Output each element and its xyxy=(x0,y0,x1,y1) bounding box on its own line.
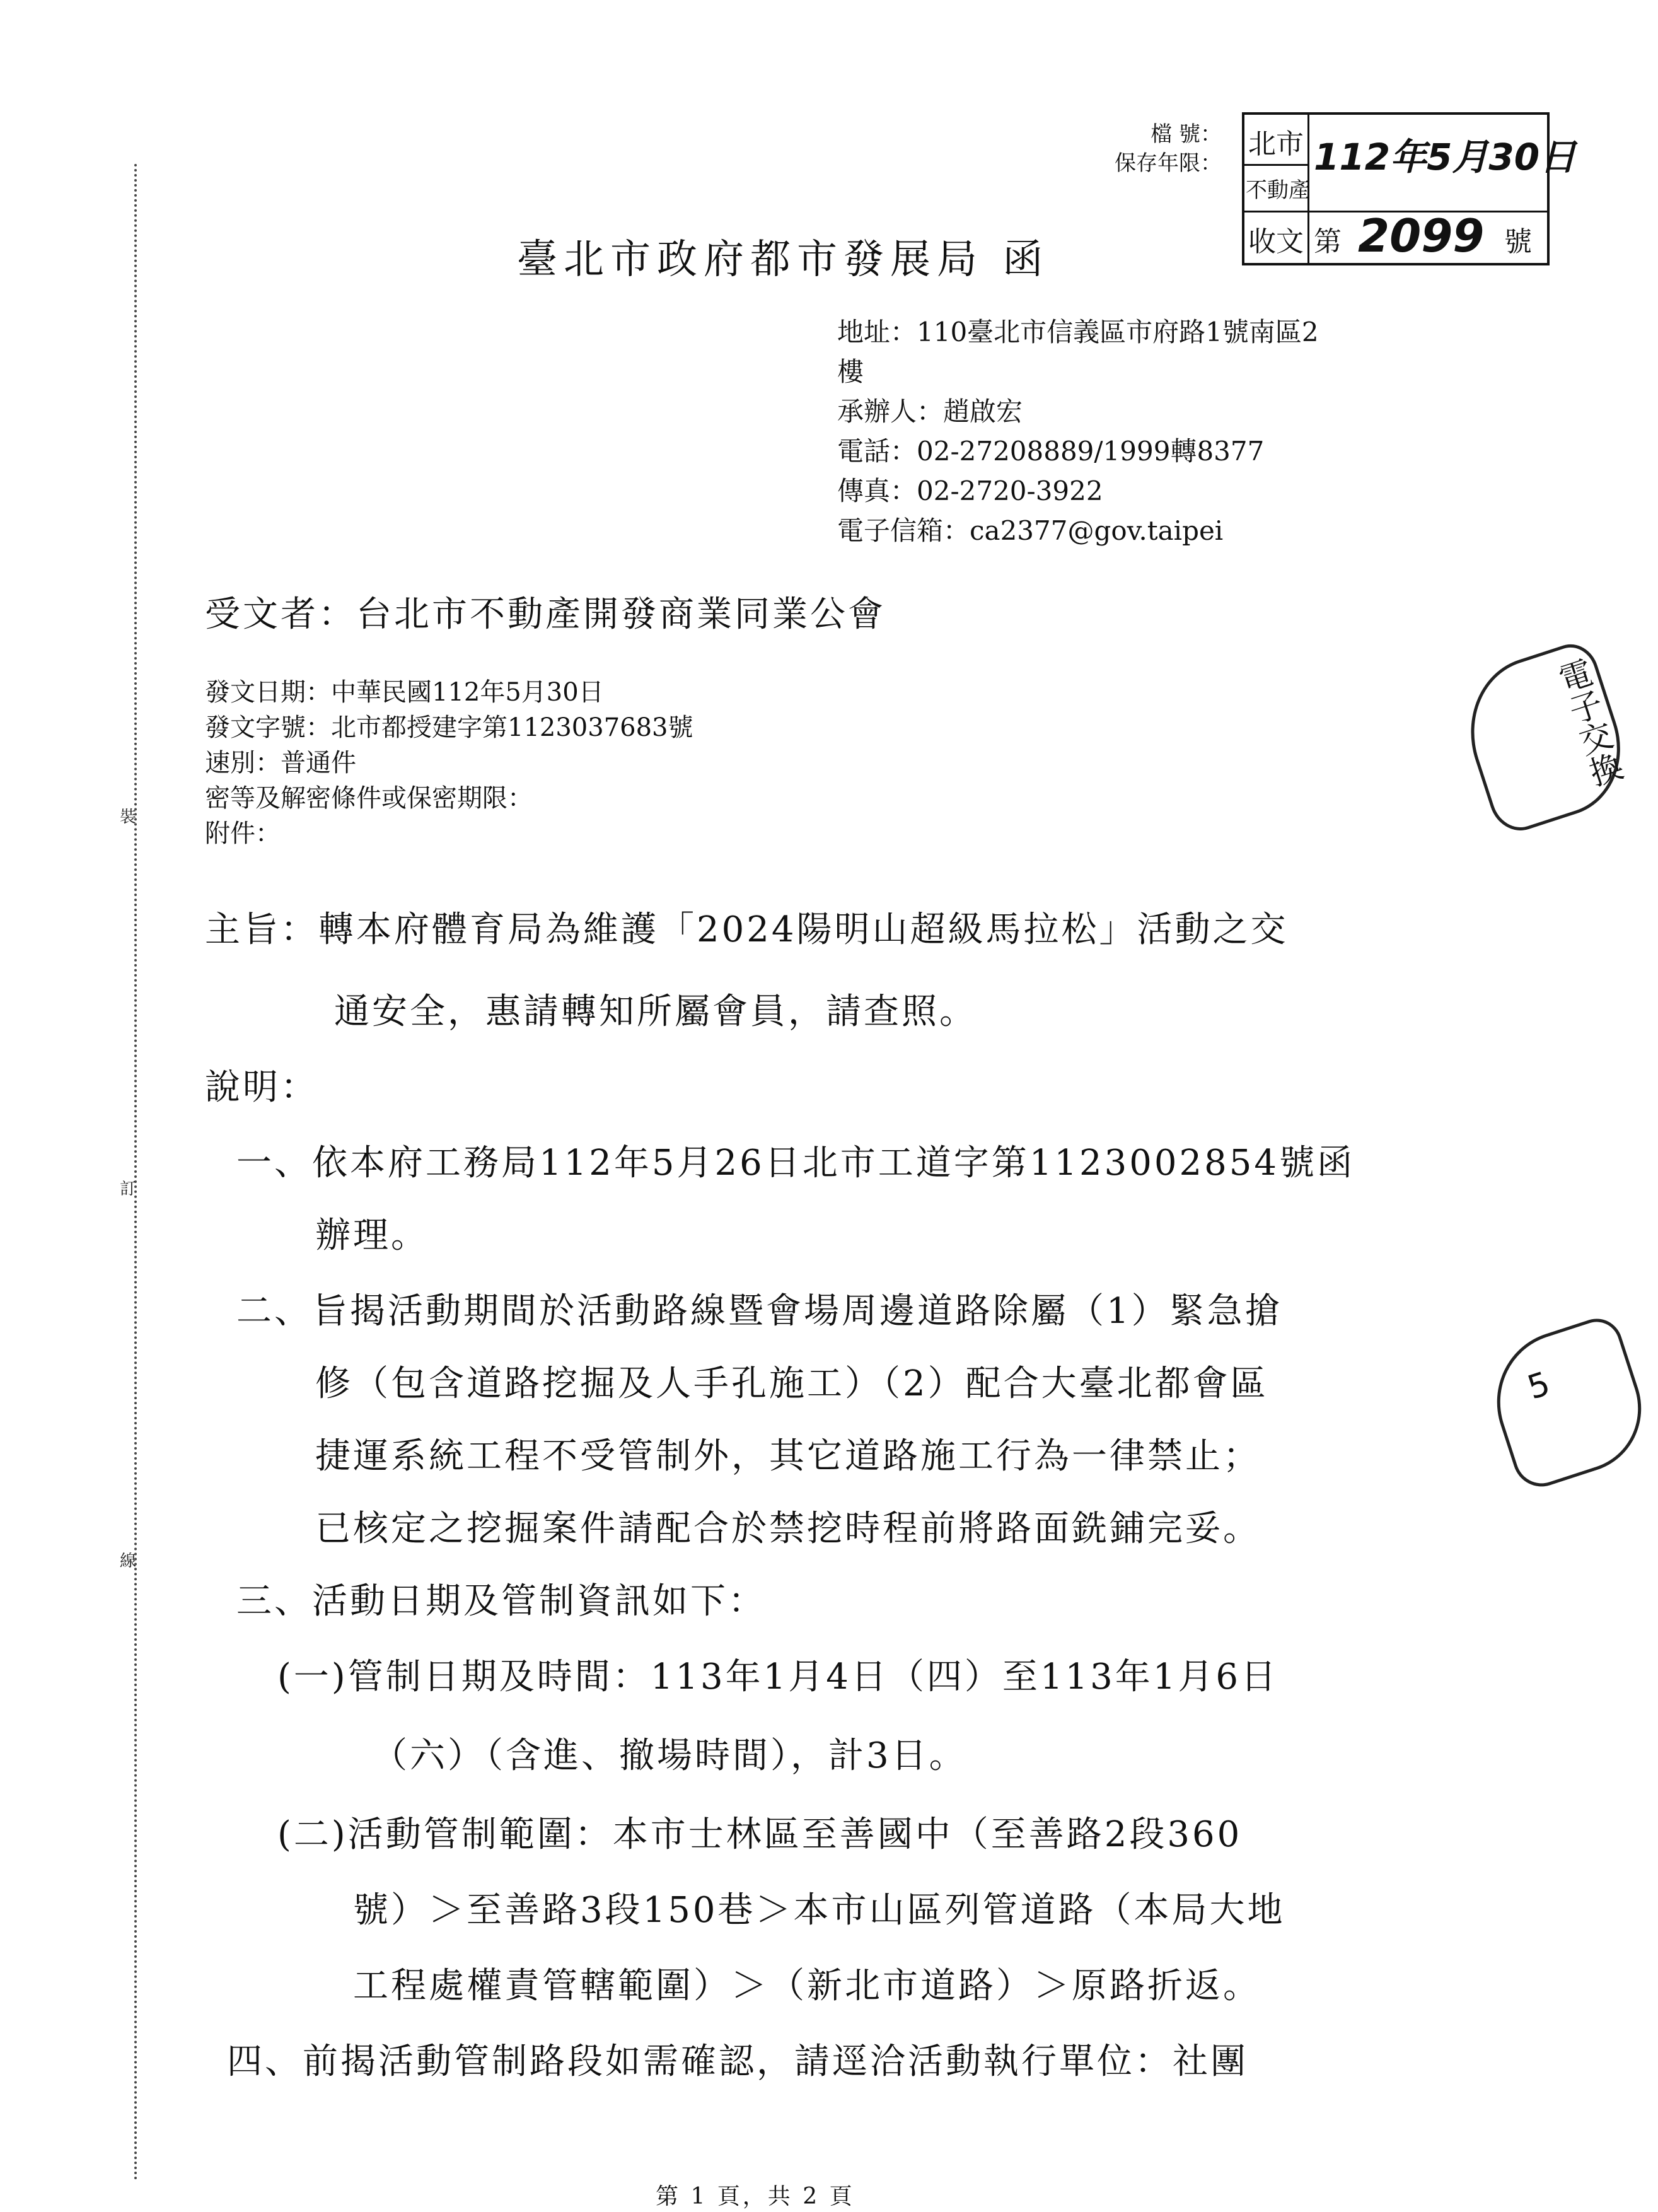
stamp-no-suffix: 號 xyxy=(1504,226,1532,258)
page-seal-stamp: 5 xyxy=(1478,1312,1658,1494)
item1-line-1: 一、依本府工務局112年5月26日北市工道字第1123002854號函 xyxy=(236,1143,1355,1184)
speed-class: 速別：普通件 xyxy=(205,748,356,777)
stamp-org-2: 不動產 xyxy=(1246,178,1310,203)
contact-block xyxy=(837,312,1319,550)
address-line-2: 樓 xyxy=(837,356,864,387)
item2-line-2: 修（包含道路挖掘及人手孔施工）（2）配合大臺北都會區 xyxy=(315,1363,1268,1404)
retention-label: 保存年限： xyxy=(1115,151,1222,176)
fax-line: 傳真：02-2720-3922 xyxy=(837,475,1103,506)
handler-line: 承辦人：趙啟宏 xyxy=(837,396,1023,427)
phone-line: 電話：02-27208889/1999轉8377 xyxy=(837,436,1265,467)
electronic-exchange-stamp: 電子交換 xyxy=(1450,637,1638,838)
secrecy-line: 密等及解密條件或保密期限： xyxy=(205,784,533,813)
binding-mark-ding: 訂 xyxy=(120,1180,137,1199)
receipt-stamp xyxy=(1242,112,1577,265)
stamp-date: 112年5月30日 xyxy=(1314,136,1577,178)
binding-mark-xian: 線 xyxy=(120,1552,137,1571)
attachment-line: 附件： xyxy=(205,819,281,848)
item2-line-4: 已核定之挖掘案件請配合於禁挖時程前將路面銑鋪完妥。 xyxy=(315,1508,1261,1549)
recipient-line: 受文者：台北市不動產開發商業同業公會 xyxy=(205,594,886,635)
address-line-1: 地址：110臺北市信義區市府路1號南區2 xyxy=(837,317,1319,347)
email-line: 電子信箱：ca2377@gov.taipei xyxy=(837,515,1224,546)
item3a-line-2: （六）（含進、撤場時間），計3日。 xyxy=(372,1735,967,1776)
binding-dotted-line xyxy=(134,164,137,2182)
page-footer: 第 1 頁，共 2 頁 xyxy=(656,2184,855,2209)
item3a-line-1: (一)管制日期及時間：113年1月4日（四）至113年1月6日 xyxy=(277,1656,1278,1697)
item3b-line-3: 工程處權責管轄範圍）＞（新北市道路）＞原路折返。 xyxy=(353,1965,1261,2006)
binding-mark-zhuang: 裝 xyxy=(120,808,137,827)
item1-line-2: 辦理。 xyxy=(315,1215,429,1256)
item2-line-1: 二、旨揭活動期間於活動路線暨會場周邊道路除屬（1）緊急搶 xyxy=(236,1291,1283,1332)
item4-line-1: 四、前揭活動管制路段如需確認，請逕洽活動執行單位：社團 xyxy=(227,2041,1248,2082)
item3-line-1: 三、活動日期及管制資訊如下： xyxy=(236,1581,766,1622)
item2-line-3: 捷運系統工程不受管制外，其它道路施工行為一律禁止； xyxy=(315,1436,1261,1477)
issue-date: 發文日期：中華民國112年5月30日 xyxy=(205,678,604,707)
file-labels xyxy=(1115,120,1222,178)
meta-block xyxy=(205,675,693,851)
stamp-number: 2099 xyxy=(1358,209,1485,262)
stamp-org-1: 北市 xyxy=(1248,128,1304,160)
stamp-org-3: 收文 xyxy=(1248,226,1304,258)
document-title: 臺北市政府都市發展局 函 xyxy=(517,236,1050,283)
item3b-line-1: (二)活動管制範圍：本市士林區至善國中（至善路2段360 xyxy=(277,1814,1243,1855)
stamp-no-prefix: 第 xyxy=(1314,226,1342,258)
file-number-label: 檔 號： xyxy=(1151,122,1222,147)
subject-line-1: 主旨：轉本府體育局為維護「2024陽明山超級馬拉松」活動之交 xyxy=(205,909,1289,950)
item3b-line-2: 號）＞至善路3段150巷＞本市山區列管道路（本局大地 xyxy=(353,1890,1285,1931)
issue-number: 發文字號：北市都授建字第1123037683號 xyxy=(205,713,693,742)
explanation-heading: 說明： xyxy=(205,1067,318,1108)
subject-line-2: 通安全，惠請轉知所屬會員，請查照。 xyxy=(334,991,977,1032)
